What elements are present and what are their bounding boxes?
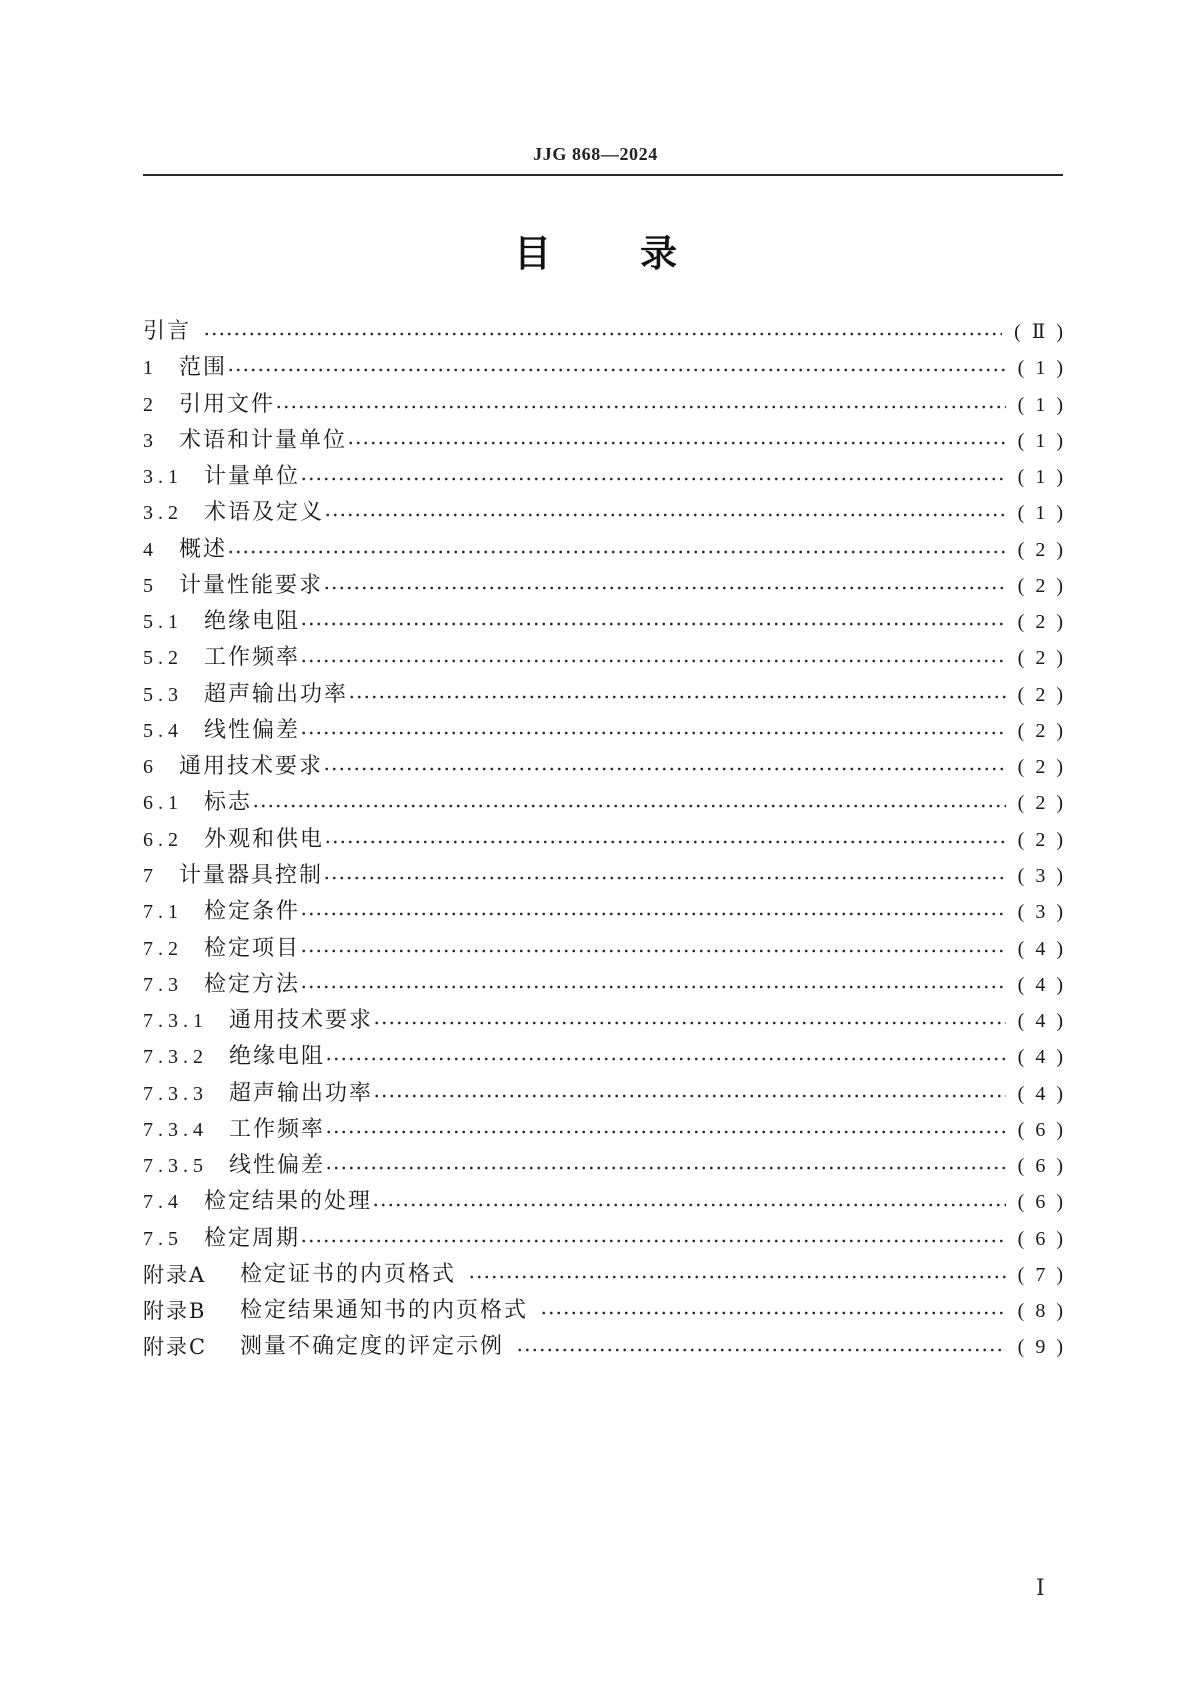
toc-entry-title: 检定结果的处理 (204, 1189, 373, 1215)
toc-entry (143, 677, 1074, 713)
toc-entry-page: (3) (1017, 901, 1074, 924)
dot-leader (300, 931, 1006, 967)
toc-entry (143, 532, 1074, 568)
toc-entry-number: 5.1 (143, 611, 183, 634)
dot-leader (227, 350, 1006, 386)
toc-entry-page: (1) (1017, 502, 1074, 525)
dot-leader (373, 1003, 1006, 1039)
dot-leader (516, 1330, 1006, 1366)
dot-leader (373, 1076, 1006, 1112)
header-rule (143, 174, 1063, 176)
toc-entry-page: (9) (1017, 1336, 1074, 1359)
toc-entry-number: 5.4 (143, 719, 183, 742)
toc-entry-number: 5 (143, 574, 158, 597)
toc-entry-page: (2) (1017, 538, 1074, 561)
toc-entry-page: (2) (1017, 611, 1074, 634)
toc-entry-number: 3.1 (143, 466, 183, 489)
toc-entry (143, 749, 1074, 785)
toc-entry-page: (2) (1017, 792, 1074, 815)
dot-leader (300, 459, 1006, 495)
toc-entry (143, 822, 1074, 858)
dot-leader (324, 495, 1006, 531)
toc-entry-number: 5.2 (143, 647, 183, 670)
toc-entry-number: 3 (143, 429, 158, 452)
toc-entry-title: 超声输出功率 (204, 681, 349, 707)
toc-entry-title: 计量性能要求 (179, 572, 324, 598)
table-of-contents (143, 314, 1074, 1366)
toc-entry-title: 工作频率 (229, 1116, 326, 1142)
toc-entry-number: 7.3.1 (143, 1010, 208, 1033)
dot-leader (300, 967, 1006, 1003)
toc-entry-page: (2) (1017, 756, 1074, 779)
toc-entry-page: (8) (1017, 1300, 1074, 1323)
toc-entry-number: 6 (143, 756, 158, 779)
dot-leader (300, 604, 1006, 640)
toc-entry-title: 检定周期 (204, 1225, 301, 1251)
dot-leader (325, 1039, 1006, 1075)
toc-entry-title: 检定项目 (204, 935, 301, 961)
dot-leader (300, 641, 1006, 677)
toc-entry-number: 6.2 (143, 828, 183, 851)
dot-leader (323, 568, 1006, 604)
toc-entry-number: 7 (143, 864, 158, 887)
toc-entry (143, 1039, 1074, 1075)
toc-entry-title: 检定条件 (204, 899, 301, 925)
toc-entry (143, 1221, 1074, 1257)
toc-entry-page: (6) (1017, 1227, 1074, 1250)
toc-entry-page: (Ⅱ) (1014, 321, 1074, 343)
dot-leader (275, 387, 1006, 423)
toc-entry (143, 785, 1074, 821)
toc-entry-number: 附录C (143, 1335, 208, 1360)
dot-leader (325, 1148, 1006, 1184)
toc-entry-title: 绝缘电阻 (229, 1044, 326, 1070)
toc-entry (143, 1076, 1074, 1112)
toc-entry-number: 5.3 (143, 683, 183, 706)
toc-entry (143, 1293, 1074, 1329)
toc-entry-page: (2) (1017, 574, 1074, 597)
dot-leader (252, 786, 1006, 822)
toc-heading-text: 目录 (514, 232, 766, 275)
toc-entry-title: 检定证书的内页格式 (240, 1261, 457, 1287)
toc-entry (143, 1257, 1074, 1293)
toc-entry (143, 640, 1074, 676)
toc-entry-title: 术语和计量单位 (179, 427, 348, 453)
toc-entry-page: (1) (1017, 357, 1074, 380)
dot-leader (300, 713, 1006, 749)
toc-entry (143, 967, 1074, 1003)
dot-leader (323, 858, 1006, 894)
toc-entry-number: 7.4 (143, 1191, 183, 1214)
toc-entry-title: 通用技术要求 (229, 1008, 374, 1034)
toc-entry (143, 387, 1074, 423)
toc-entry-page: (3) (1017, 864, 1074, 887)
toc-entry (143, 713, 1074, 749)
toc-entry-number: 7.1 (143, 901, 183, 924)
toc-entry-page: (2) (1017, 683, 1074, 706)
toc-entry (143, 894, 1074, 930)
toc-entry-page: (1) (1017, 393, 1074, 416)
toc-entry (143, 1148, 1074, 1184)
toc-entry-title: 检定结果通知书的内页格式 (240, 1298, 529, 1324)
toc-entry-number: 2 (143, 393, 158, 416)
toc-entry (143, 350, 1074, 386)
toc-entry-page: (4) (1017, 973, 1074, 996)
standard-code-header: JJG 868—2024 (533, 144, 658, 164)
toc-entry (143, 314, 1074, 350)
toc-entry-page: (7) (1017, 1263, 1074, 1286)
toc-entry-title: 概述 (179, 536, 228, 562)
toc-entry-page: (2) (1017, 647, 1074, 670)
toc-entry-title: 范围 (179, 355, 228, 381)
toc-entry-title: 计量单位 (204, 464, 301, 490)
toc-entry (143, 1003, 1074, 1039)
toc-entry-title: 检定方法 (204, 971, 301, 997)
toc-entry-number: 7.3.3 (143, 1082, 208, 1105)
toc-entry-title: 测量不确定度的评定示例 (240, 1334, 505, 1360)
dot-leader (540, 1293, 1006, 1329)
toc-entry (143, 459, 1074, 495)
toc-entry-title: 引言 (143, 319, 192, 344)
toc-entry (143, 931, 1074, 967)
dot-leader (300, 1221, 1006, 1257)
dot-leader (227, 532, 1006, 568)
toc-entry-page: (4) (1017, 1082, 1074, 1105)
toc-entry-number: 7.3.2 (143, 1046, 208, 1069)
toc-entry-title: 工作频率 (204, 645, 301, 671)
toc-entry-page: (1) (1017, 429, 1074, 452)
dot-leader (324, 822, 1006, 858)
toc-entry-number: 附录B (143, 1299, 207, 1324)
toc-entry-page: (1) (1017, 466, 1074, 489)
toc-entry (143, 1329, 1074, 1365)
toc-entry (143, 495, 1074, 531)
toc-entry-number: 3.2 (143, 502, 183, 525)
toc-entry-number: 7.3.5 (143, 1155, 208, 1178)
toc-entry-title: 术语及定义 (204, 500, 325, 526)
page-number: Ⅰ (1036, 1575, 1045, 1600)
toc-entry-title: 引用文件 (179, 391, 276, 417)
toc-entry-number: 7.2 (143, 937, 183, 960)
dot-leader (323, 749, 1006, 785)
dot-leader (372, 1185, 1006, 1221)
toc-entry (143, 1112, 1074, 1148)
toc-entry-page: (6) (1017, 1191, 1074, 1214)
toc-entry-page: (6) (1017, 1118, 1074, 1141)
toc-entry-page: (4) (1017, 1010, 1074, 1033)
toc-entry-title: 标志 (204, 790, 253, 816)
toc-entry-title: 线性偏差 (204, 717, 301, 743)
toc-heading (0, 232, 1191, 276)
dot-leader (347, 423, 1006, 459)
toc-entry-number: 1 (143, 357, 158, 380)
dot-leader (203, 314, 1002, 350)
toc-entry-page: (6) (1017, 1155, 1074, 1178)
toc-entry-number: 4 (143, 538, 158, 561)
toc-entry-page: (4) (1017, 1046, 1074, 1069)
toc-entry-title: 绝缘电阻 (204, 609, 301, 635)
dot-leader (468, 1257, 1006, 1293)
toc-entry-title: 通用技术要求 (179, 754, 324, 780)
toc-entry-number: 7.3.4 (143, 1118, 208, 1141)
toc-entry (143, 423, 1074, 459)
toc-entry-page: (2) (1017, 828, 1074, 851)
toc-entry (143, 568, 1074, 604)
toc-entry-title: 计量器具控制 (179, 862, 324, 888)
toc-entry (143, 604, 1074, 640)
dot-leader (325, 1112, 1006, 1148)
toc-entry-number: 6.1 (143, 792, 183, 815)
toc-entry-page: (2) (1017, 719, 1074, 742)
toc-entry (143, 858, 1074, 894)
dot-leader (348, 677, 1006, 713)
toc-entry-number: 7.5 (143, 1227, 183, 1250)
toc-entry-page: (4) (1017, 937, 1074, 960)
toc-entry-number: 附录A (143, 1262, 207, 1287)
toc-entry (143, 1184, 1074, 1220)
toc-entry-title: 线性偏差 (229, 1153, 326, 1179)
dot-leader (300, 894, 1006, 930)
toc-entry-title: 超声输出功率 (229, 1080, 374, 1106)
toc-entry-number: 7.3 (143, 973, 183, 996)
toc-entry-title: 外观和供电 (204, 826, 325, 852)
